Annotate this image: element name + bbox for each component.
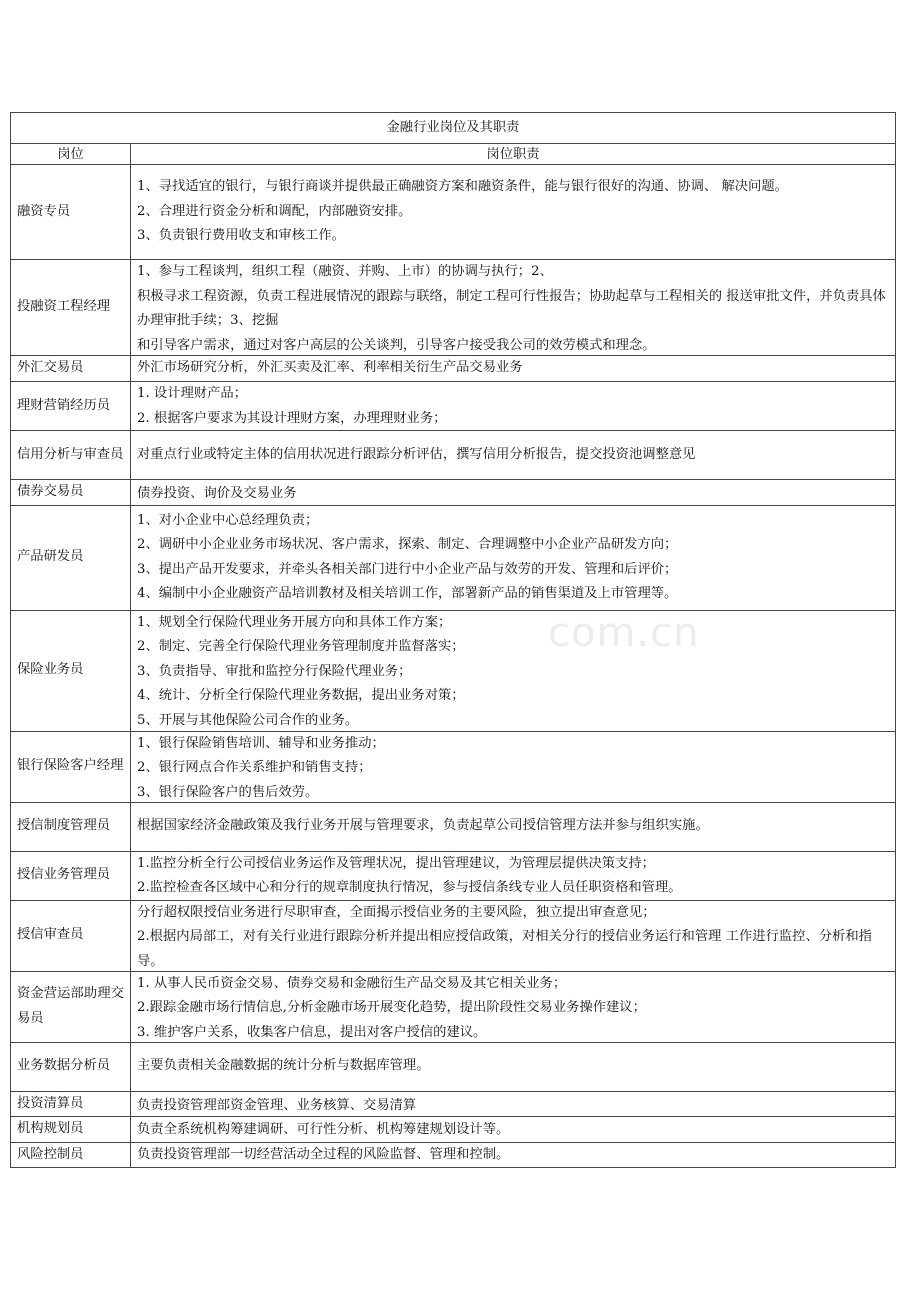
duty-line: 1、对小企业中心总经理负责； xyxy=(137,512,319,528)
duties-table xyxy=(10,112,896,1168)
duty-line: 1、银行保险销售培训、辅导和业务推动； xyxy=(137,735,385,751)
duty-line: 负责投资管理部资金管理、业务核算、交易清算 xyxy=(137,1097,417,1113)
duty-line: 1、参与工程谈判，组织工程（融资、并购、上市）的协调与执行；2、 xyxy=(137,264,553,279)
duties-cell xyxy=(131,165,896,260)
position-cell: 资金营运部助理交易员 xyxy=(11,971,131,1042)
duties-cell xyxy=(131,802,896,851)
duty-line: 负责全系统机构筹建调研、可行性分析、机构筹建规划设计等。 xyxy=(137,1121,510,1137)
table-row xyxy=(11,356,896,382)
position-cell: 投资清算员 xyxy=(11,1091,131,1117)
duties-cell xyxy=(131,1091,896,1117)
duties-cell xyxy=(131,610,896,731)
position-cell: 授信制度管理员 xyxy=(11,802,131,851)
duty-line: 3、负责银行费用收支和审核工作。 xyxy=(137,228,345,244)
duty-line: 3、负责指导、审批和监控分行保险代理业务； xyxy=(137,663,412,679)
position-cell: 银行保险客户经理 xyxy=(11,731,131,802)
duty-line: 2、制定、完善全行保险代理业务管理制度并监督落实； xyxy=(137,639,465,654)
duty-line: 1、规划全行保险代理业务开展方向和具体工作方案； xyxy=(137,614,452,630)
duty-line: 负责投资管理部一切经营活动全过程的风险监督、管理和控制。 xyxy=(137,1147,510,1163)
table-row xyxy=(11,900,896,971)
duties-cell xyxy=(131,1117,896,1143)
duty-line: 1、寻找适宜的银行，与银行商谈并提供最正确融资方案和融资条件，能与银行很好的沟通、协调、 解决问题。 xyxy=(137,179,788,195)
header-row xyxy=(11,144,896,165)
position-cell: 投融资工程经理 xyxy=(11,260,131,356)
duty-line: 4、编制中小企业融资产品培训教材及相关培训工作，部署新产品的销售渠道及上市管理等。 xyxy=(137,586,678,601)
table-row xyxy=(11,1117,896,1143)
position-cell: 理财营销经历员 xyxy=(11,382,131,431)
duties-cell xyxy=(131,731,896,802)
duty-line: 1.监控分析全行公司授信业务运作及管理状况，提出管理建议，为管理层提供决策支持； xyxy=(137,855,655,871)
duty-line: 2.监控检查各区域中心和分行的规章制度执行情况，参与授信条线专业人员任职资格和管理。 xyxy=(137,880,682,895)
duty-line: 分行超权限授信业务进行尽职审查，全面揭示授信业务的主要风险，独立提出审查意见； xyxy=(137,904,656,920)
table-row xyxy=(11,480,896,506)
duty-line: 2.跟踪金融市场行情信息,分析金融市场开展变化趋势，提出阶段性交易业务操作建议； xyxy=(137,1000,646,1015)
watermark: com.cn xyxy=(548,610,700,656)
duty-line: 积极寻求工程资源，负责工程进展情况的跟踪与联络，制定工程可行性报告；协助起草与工程相关的 报送审批文件，并负责具体办理审批手续；3、挖掘 xyxy=(137,288,886,328)
position-cell: 业务数据分析员 xyxy=(11,1042,131,1091)
table-row xyxy=(11,1042,896,1091)
duty-line: 债券投资、询价及交易业务 xyxy=(137,486,297,502)
position-cell: 风险控制员 xyxy=(11,1142,131,1168)
duty-line: 2. 根据客户要求为其设计理财方案，办理理财业务； xyxy=(137,410,447,426)
table-row xyxy=(11,802,896,851)
position-cell: 信用分析与审查员 xyxy=(11,431,131,480)
table-row xyxy=(11,165,896,260)
table-row xyxy=(11,260,896,356)
table-row xyxy=(11,851,896,900)
duties-cell xyxy=(131,971,896,1042)
position-cell: 产品研发员 xyxy=(11,505,131,610)
duty-line: 3. 维护客户关系，收集客户信息，提出对客户授信的建议。 xyxy=(137,1024,487,1040)
position-cell: 融资专员 xyxy=(11,165,131,260)
table-title: 金融行业岗位及其职责 xyxy=(11,113,896,144)
duty-line: 根据国家经济金融政策及我行业务开展与管理要求，负责起草公司授信管理方法并参与组织实施。 xyxy=(137,818,709,834)
duties-cell xyxy=(131,260,896,356)
header-duties: 岗位职责 xyxy=(131,144,896,165)
header-position: 岗位 xyxy=(11,144,131,165)
duties-cell xyxy=(131,900,896,971)
duty-line: 2.根据内局部工，对有关行业进行跟踪分析并提出相应授信政策，对相关分行的授信业务运行和管理 工作进行监控、分析和指导。 xyxy=(137,929,872,969)
table-row xyxy=(11,382,896,431)
duty-line: 外汇市场研究分析，外汇买卖及汇率、利率相关衍生产品交易业务 xyxy=(137,360,523,376)
duty-line: 和引导客户需求，通过对客户高层的公关谈判，引导客户接受我公司的效劳模式和理念。 xyxy=(137,337,656,353)
table-row xyxy=(11,610,896,731)
table-row xyxy=(11,1091,896,1117)
duty-line: 主要负责相关金融数据的统计分析与数据库管理。 xyxy=(137,1058,430,1074)
title-row xyxy=(11,113,896,144)
duties-cell xyxy=(131,356,896,382)
duty-line: 4、统计、分析全行保险代理业务数据，提出业务对策； xyxy=(137,688,465,703)
duty-line: 2、银行网点合作关系维护和销售支持； xyxy=(137,760,372,775)
table-row xyxy=(11,431,896,480)
position-cell: 保险业务员 xyxy=(11,610,131,731)
duty-line: 3、提出产品开发要求，并牵头各相关部门进行中小企业产品与效劳的开发、管理和后评价； xyxy=(137,561,678,577)
position-cell: 授信业务管理员 xyxy=(11,851,131,900)
duties-cell xyxy=(131,382,896,431)
position-cell: 机构规划员 xyxy=(11,1117,131,1143)
duties-cell xyxy=(131,431,896,480)
duties-cell xyxy=(131,480,896,506)
duty-line: 1. 设计理财产品； xyxy=(137,386,247,401)
duty-line: 2、调研中小企业业务市场状况、客户需求，探索、制定、合理调整中小企业产品研发方向； xyxy=(137,537,678,552)
duty-line: 3、银行保险客户的售后效劳。 xyxy=(137,784,319,800)
duty-line: 5、开展与其他保险公司合作的业务。 xyxy=(137,712,359,728)
duty-line: 对重点行业或特定主体的信用状况进行跟踪分析评估，撰写信用分析报告，提交投资池调整意见 xyxy=(137,446,696,462)
position-cell: 债券交易员 xyxy=(11,480,131,506)
duty-line: 2、合理进行资金分析和调配，内部融资安排。 xyxy=(137,203,412,219)
duties-cell xyxy=(131,1042,896,1091)
table-row xyxy=(11,1142,896,1168)
position-cell: 授信审查员 xyxy=(11,900,131,971)
table-row xyxy=(11,505,896,610)
position-cell: 外汇交易员 xyxy=(11,356,131,382)
duties-cell xyxy=(131,1142,896,1168)
table-row xyxy=(11,731,896,802)
duty-line: 1. 从事人民币资金交易、债券交易和金融衍生产品交易及其它相关业务； xyxy=(137,975,567,991)
duties-cell xyxy=(131,851,896,900)
table-row xyxy=(11,971,896,1042)
duties-cell xyxy=(131,505,896,610)
